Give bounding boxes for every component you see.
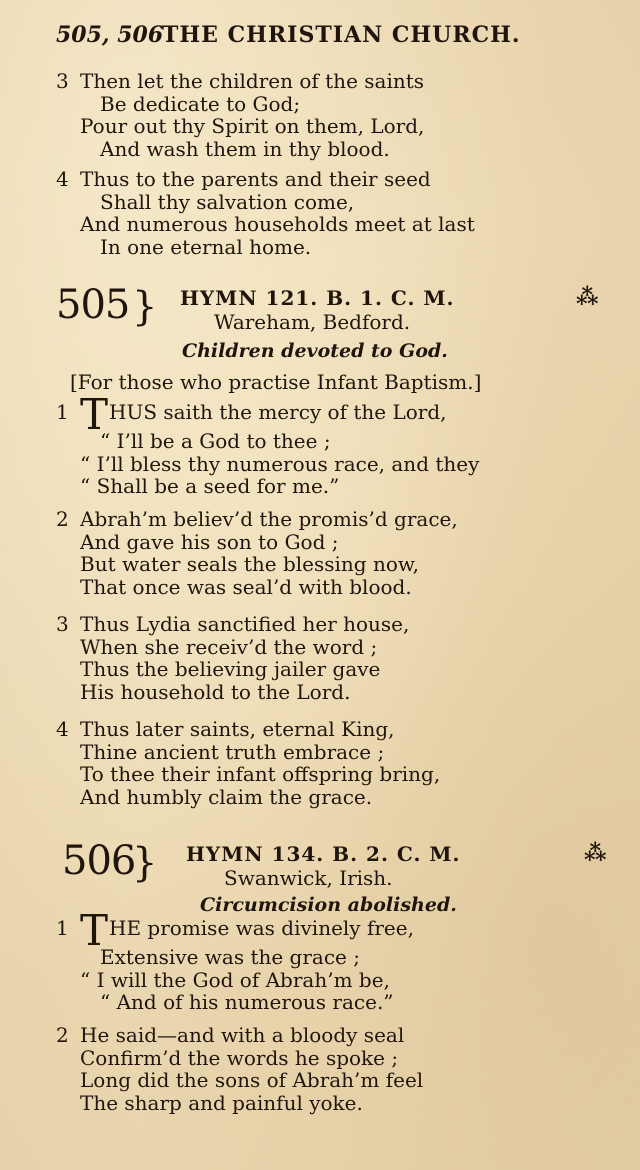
hymn-506-verse-1 bbox=[56, 906, 526, 1014]
verse-line: “ I will the God of Abrah’m be, bbox=[80, 967, 390, 992]
verse-line: Abrah’m believ’d the promis’d grace, bbox=[80, 507, 458, 531]
hymn-505-heading bbox=[56, 282, 626, 338]
verse-line: HUS saith the mercy of the Lord, bbox=[109, 400, 447, 424]
verse-4-top bbox=[56, 168, 526, 258]
verse-line: When she receiv’d the word ; bbox=[80, 634, 378, 659]
brace-glyph: } bbox=[132, 284, 158, 330]
verse-number: 4 bbox=[56, 717, 69, 741]
verse-line: He said—and with a bloody seal bbox=[80, 1023, 405, 1047]
verse-line: The sharp and painful yoke. bbox=[80, 1090, 363, 1115]
verse-line: Thus to the parents and their seed bbox=[80, 167, 431, 191]
verse-line: Shall thy salvation come, bbox=[100, 189, 355, 214]
verse-line: “ And of his numerous race.” bbox=[100, 990, 394, 1014]
verse-number: 4 bbox=[56, 167, 69, 191]
verse-number: 1 bbox=[56, 916, 69, 940]
verse-number: 3 bbox=[56, 612, 69, 636]
verse-line: Extensive was the grace ; bbox=[100, 945, 360, 969]
verse-3-top bbox=[56, 70, 526, 160]
running-title: THE CHRISTIAN CHURCH. bbox=[162, 22, 521, 48]
hymn-number: 505 bbox=[56, 282, 130, 328]
verse-line: And numerous households meet at last bbox=[80, 212, 475, 236]
verse-line: And gave his son to God ; bbox=[80, 529, 339, 554]
verse-line: Be dedicate to God; bbox=[100, 91, 301, 116]
verse-line: Long did the sons of Abrah’m feel bbox=[80, 1068, 424, 1092]
hymn-number: 506 bbox=[62, 838, 136, 884]
verse-number: 2 bbox=[56, 507, 69, 531]
verse-line: “ I’ll bless thy numerous race, and they bbox=[80, 451, 480, 476]
hymn-505-verse-2 bbox=[56, 508, 526, 598]
hymn-505-verse-3 bbox=[56, 613, 526, 703]
hymn-subject: Circumcision abolished. bbox=[200, 894, 457, 916]
verse-line: “ Shall be a seed for me.” bbox=[80, 474, 340, 498]
verse-line: That once was seal’d with blood. bbox=[80, 574, 412, 599]
hymn-tunes: Swanwick, Irish. bbox=[224, 866, 393, 890]
hymn-meta: HYMN 134. B. 2. C. M. bbox=[186, 842, 461, 866]
drop-cap: T bbox=[80, 906, 109, 955]
verse-line: In one eternal home. bbox=[100, 234, 312, 259]
verse-line: HE promise was divinely free, bbox=[109, 916, 414, 940]
page-numbers: 505, 506 bbox=[56, 22, 164, 48]
verse-line: His household to the Lord. bbox=[80, 679, 351, 704]
verse-line: “ I’ll be a God to thee ; bbox=[100, 429, 331, 453]
hymn-subject: Children devoted to God. bbox=[182, 340, 448, 362]
verse-line: Thus the believing jailer gave bbox=[80, 657, 381, 681]
hymn-tunes: Wareham, Bedford. bbox=[214, 310, 411, 334]
hymn-506-heading bbox=[56, 838, 626, 894]
hymn-meta: HYMN 121. B. 1. C. M. bbox=[180, 286, 455, 310]
drop-cap: T bbox=[80, 390, 109, 439]
asterism-icon: ⁂ bbox=[576, 284, 599, 310]
verse-line: Confirm’d the words he spoke ; bbox=[80, 1045, 399, 1070]
verse-line: And humbly claim the grace. bbox=[80, 784, 373, 809]
hymn-505-verse-1 bbox=[56, 390, 526, 498]
verse-line: To thee their infant offspring bring, bbox=[80, 762, 441, 786]
verse-number: 3 bbox=[56, 69, 69, 93]
hymn-505-verse-4 bbox=[56, 718, 526, 808]
hymn-506-verse-2 bbox=[56, 1024, 526, 1114]
verse-number: 1 bbox=[56, 400, 69, 424]
verse-line: Thus later saints, eternal King, bbox=[80, 717, 395, 741]
hymn-note: [For those who practise Infant Baptism.] bbox=[70, 370, 482, 394]
asterism-icon: ⁂ bbox=[584, 840, 607, 866]
brace-glyph: } bbox=[132, 840, 158, 886]
verse-line: And wash them in thy blood. bbox=[100, 136, 390, 161]
verse-number: 2 bbox=[56, 1023, 69, 1047]
verse-line: Pour out thy Spirit on them, Lord, bbox=[80, 114, 425, 138]
verse-line: But water seals the blessing now, bbox=[80, 552, 419, 576]
page-header bbox=[56, 22, 526, 52]
verse-line: Then let the children of the saints bbox=[80, 69, 425, 93]
verse-line: Thus Lydia sanctified her house, bbox=[80, 612, 410, 636]
verse-line: Thine ancient truth embrace ; bbox=[80, 739, 385, 764]
